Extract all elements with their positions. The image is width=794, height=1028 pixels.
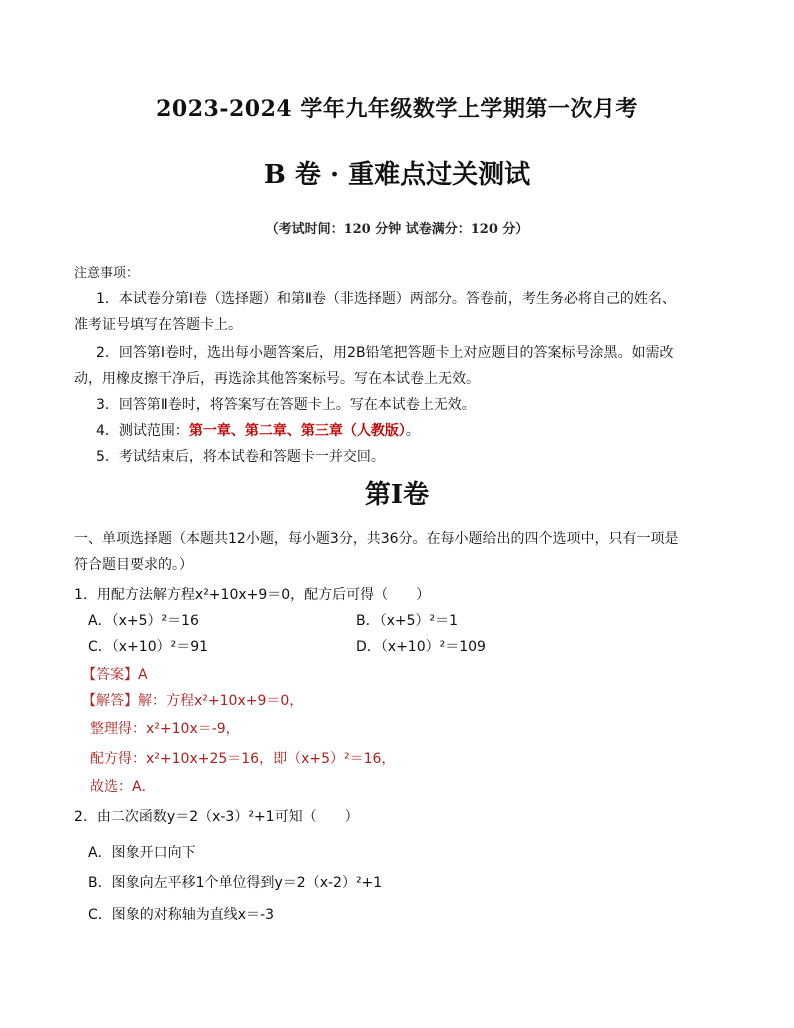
notice-line-2-cont: 动，用橡皮擦干净后，再选涂其他答案标号。写在本试卷上无效。 [74, 371, 480, 387]
section-title: 第Ⅰ卷 [364, 480, 430, 510]
q1-solution-4: 故选：A． [90, 779, 156, 795]
q2-stem: 2．由二次函数y＝2（x-3）²+1可知（ ） [74, 809, 359, 825]
exam-title: 2023-2024 学年九年级数学上学期第一次月考 [156, 96, 638, 122]
notice-line-3: 3．回答第Ⅱ卷时，将答案写在答题卡上。写在本试卷上无效。 [96, 397, 476, 413]
q1-option-d: D．（x+10）²＝109 [356, 639, 486, 655]
exam-info: （考试时间：120 分钟 试卷满分：120 分） [265, 222, 529, 237]
scope-prefix: 4．测试范围： [96, 423, 189, 439]
q1-option-c: C．（x+10）²＝91 [88, 639, 209, 655]
exam-subtitle: B 卷 · 重难点过关测试 [263, 160, 531, 190]
scope-value: 第一章、第二章、第三章（人教版） [188, 423, 406, 439]
q1-option-b: B．（x+5）²＝1 [356, 613, 459, 629]
q1-option-a: A．（x+5）²＝16 [88, 613, 199, 629]
notice-line-2: 2．回答第Ⅰ卷时，选出每小题答案后，用2B铅笔把答题卡上对应题目的答案标号涂黑。如需改 [96, 345, 674, 361]
q2-option-b: B．图象向左平移1个单位得到y＝2（x-2）²+1 [88, 875, 383, 891]
notice-line-1-cont: 准考证号填写在答题卡上。 [74, 317, 242, 333]
section-instruction: 一、单项选择题（本题共12小题，每小题3分，共36分。在每小题给出的四个选项中，只有一项是 [74, 531, 679, 547]
q1-solution-2: 整理得：x²+10x＝-9， [90, 721, 240, 737]
q1-solution-1: 【解答】解：方程x²+10x+9＝0， [82, 693, 304, 709]
q2-option-a: A．图象开口向下 [88, 845, 196, 861]
q2-option-c: C．图象的对称轴为直线x＝-3 [88, 907, 275, 923]
section-instruction-cont: 符合题目要求的。） [74, 557, 193, 573]
notice-line-4 [96, 420, 420, 440]
q1-solution-3: 配方得：x²+10x+25＝16，即（x+5）²＝16， [90, 751, 396, 767]
notice-line-5: 5．考试结束后，将本试卷和答题卡一并交回。 [96, 449, 385, 465]
scope-suffix: 。 [405, 423, 420, 439]
notice-heading: 注意事项： [74, 266, 140, 281]
q1-stem: 1．用配方法解方程x²+10x+9＝0，配方后可得（ ） [74, 587, 431, 603]
notice-line-1: 1．本试卷分第Ⅰ卷（选择题）和第Ⅱ卷（非选择题）两部分。答卷前，考生务必将自己的姓名、 [96, 291, 676, 307]
q1-answer: 【答案】A [82, 667, 148, 683]
